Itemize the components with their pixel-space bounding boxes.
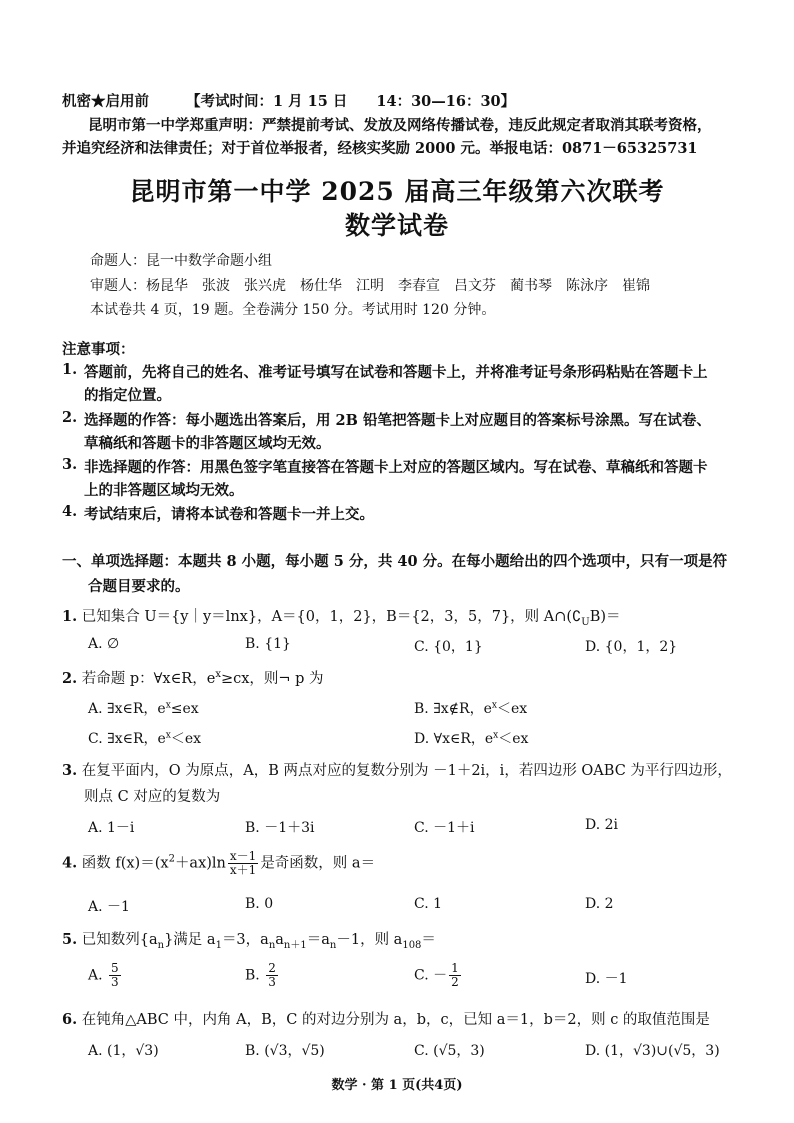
notice-item-4-num: 4. — [62, 503, 78, 520]
question-5: 5. 已知数列$\{a_n\}$满足 $a_1=3$，$a_na_{n+1}=a_n-1$，则 $a_{108}=$ — [62, 931, 436, 951]
question-3-cont: 则点 C 对应的复数为 — [84, 789, 221, 805]
notice-heading: 注意事项： — [62, 341, 135, 358]
q2-option-c: C. ∃x∈R，$e^x<ex$ — [88, 730, 202, 747]
question-4: 4. 函数 $f(x)=(x^2+ax)\ln$ $\frac{x-1}{x+1}$ 是奇函数，则 a＝ — [62, 849, 376, 877]
exam-title: 昆明市第一中学 2025 届高三年级第六次联考 — [129, 177, 665, 206]
q6-option-d: D. (1，√3)∪(√5，3) — [585, 1043, 720, 1059]
q5-option-d: D. －1 — [585, 971, 628, 987]
q1-option-d: D. {0，1，2} — [585, 639, 678, 655]
q5-option-c: C. － $\frac{1}{2}$ — [414, 961, 459, 989]
q5-option-a: A. $\frac{5}{3}$ — [88, 961, 119, 989]
q2-option-a: A. ∃x∈R，$e^x\le ex$ — [88, 700, 199, 717]
statement-line-1: 昆明市第一中学郑重声明：严禁提前考试、发放及网络传播试卷，违反此规定者取消其联考资格， — [88, 117, 712, 134]
q4-fraction: $\frac{x-1}{x+1}$ — [229, 849, 257, 877]
q5-option-b: B. $\frac{2}{3}$ — [245, 961, 276, 989]
q3-option-a: A. 1－i — [88, 820, 135, 836]
q1-option-b: B. {1} — [245, 636, 291, 652]
notice-item-4: 考试结束后，请将本试卷和答题卡一并上交。 — [84, 506, 374, 523]
question-2: 2. 若命题 p：∀x∈R，$e^x\ge cx$，则¬ p 为 — [62, 669, 324, 687]
section-heading: 一、单项选择题：本题共 8 小题，每小题 5 分，共 40 分。在每小题给出的四个选项中，只有一项是符 — [62, 553, 728, 570]
notice-item-1-num: 1. — [62, 361, 78, 378]
q4-option-b: B. 0 — [245, 896, 274, 912]
notice-item-2-cont: 草稿纸和答题卡的非答题区域均无效。 — [84, 435, 331, 452]
page-footer: 数学 · 第 1 页(共4页) — [331, 1078, 463, 1093]
q6-option-b: B. (√3，√5) — [245, 1043, 325, 1059]
q2-option-d: D. ∀x∈R，$e^x<ex$ — [414, 730, 529, 747]
q1-option-a: A. ∅ — [88, 636, 120, 652]
notice-item-1: 答题前，先将自己的姓名、准考证号填写在试卷和答题卡上，并将准考证号条形码粘贴在答题卡上 — [84, 364, 708, 381]
q3-option-b: B. －1＋3i — [245, 820, 315, 836]
author-line: 命题人：昆一中数学命题小组 — [90, 253, 272, 269]
section-heading-cont: 合题目要求的。 — [88, 578, 190, 595]
notice-item-3-num: 3. — [62, 456, 78, 473]
exam-time: 【考试时间：1 月 15 日 14：30—16：30】 — [186, 93, 516, 110]
notice-item-3: 非选择题的作答：用黑色签字笔直接答在答题卡上对应的答题区域内。写在试卷、草稿纸和答题卡 — [84, 459, 708, 476]
exam-info-line: 本试卷共 4 页，19 题。全卷满分 150 分。考试用时 120 分钟。 — [90, 302, 496, 318]
notice-item-2-num: 2. — [62, 409, 78, 426]
confidential-label: 机密★启用前 — [62, 93, 149, 110]
question-1: 1. 已知集合 U＝{y｜y＝lnx}，A＝{0，1，2}，B＝{2，3，5，7}，则 $A\cap(∁_UB)=$ — [62, 608, 621, 628]
notice-item-3-cont: 上的非答题区域均无效。 — [84, 482, 244, 499]
q1-option-c: C. {0，1} — [414, 639, 483, 655]
exam-subtitle: 数学试卷 — [344, 211, 449, 240]
statement-line-2: 并追究经济和法律责任；对于首位举报者，经核实奖励 2000 元。举报电话：0871－65325731 — [62, 140, 698, 157]
notice-item-1-cont: 的指定位置。 — [84, 387, 171, 404]
q6-option-c: C. (√5，3) — [414, 1043, 485, 1059]
question-6: 6. 在钝角△ABC 中，内角 A，B，C 的对边分别为 a，b，c，已知 a＝1，b＝2，则 c 的取值范围是 — [62, 1011, 710, 1028]
q4-option-d: D. 2 — [585, 896, 614, 912]
q4-option-a: A. －1 — [88, 899, 130, 915]
q2-option-b: B. ∃x∉R，$e^x<ex$ — [414, 700, 528, 717]
q6-option-a: A. (1，√3) — [88, 1043, 159, 1059]
notice-item-2: 选择题的作答：每小题选出答案后，用 2B 铅笔把答题卡上对应题目的答案标号涂黑。写在试卷、 — [84, 412, 711, 429]
reviewers-line: 审题人：杨昆华 张波 张兴虎 杨仕华 江明 李春宣 吕文芬 蔺书琴 陈泳序 崔锦 — [90, 278, 650, 294]
question-3: 3. 在复平面内，O 为原点，A，B 两点对应的复数分别为 －1＋2i，i，若四边形 OABC 为平行四边形， — [62, 762, 732, 779]
q4-option-c: C. 1 — [414, 896, 443, 912]
q3-option-c: C. －1＋i — [414, 820, 475, 836]
q3-option-d: D. 2i — [585, 817, 619, 833]
